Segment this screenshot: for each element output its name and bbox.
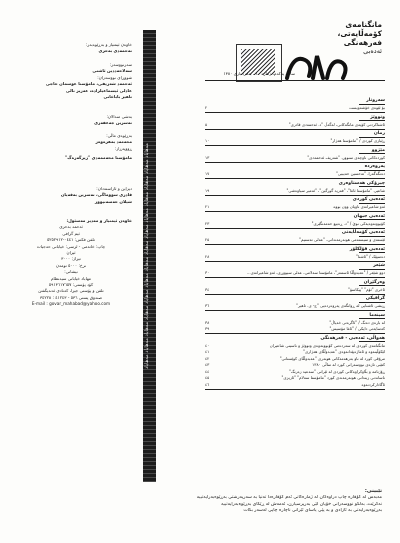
toc-divider	[205, 112, 385, 113]
publisher-block	[10, 218, 132, 308]
toc-entry[interactable]	[205, 303, 385, 310]
note-line: نەکرێت، بەڵکو نووسەرانی خۆیان لێی بەرپرسیارن، ئەمەش لە ڕێگای بەڕێوەبەرایەتییە	[221, 501, 382, 507]
toc-page-number: ٢	[205, 105, 208, 110]
toc-entry-title: کتێبی تازەی نووسەرانی کورد لە ساڵی ١٣٨٠	[312, 362, 385, 367]
toc-entry-title: دەسپێک / "ئاشنا"	[356, 253, 385, 259]
toc-entry[interactable]	[205, 171, 385, 178]
owner-label: خاوەن ئیمتیاز و بەڕێوەبەر:	[85, 42, 132, 47]
postal-label: نیشانی:	[64, 269, 78, 275]
masthead-line: مانگنامەی	[345, 20, 382, 29]
toc-entry[interactable]	[205, 138, 385, 145]
council-line: ئەحمەد شەریفی، مامۆستا عوسمان حاجی	[45, 81, 132, 87]
toc-entry[interactable]	[205, 188, 385, 195]
city-line: ئیران	[66, 250, 76, 256]
publisher-name: ئەحمد بەحری	[59, 224, 83, 230]
toc-page-number: ٤٤	[205, 368, 210, 374]
toc-section-title: وەرگێڕان	[205, 280, 385, 287]
toc-entry-title: دەنگەگەرا، "تەحسین حەبیبی"	[336, 171, 385, 176]
toc-page-number: ٣٠	[205, 270, 210, 275]
toc-entry[interactable]	[205, 221, 385, 228]
email-line: E-mail : govar_mahabad@yahoo.com	[31, 301, 111, 307]
phone-line: تلفن فکس: ٠٤٤١-٥٢٥٢٩١٢	[47, 237, 95, 243]
toc-page-number: ٢١	[205, 204, 210, 209]
toc-entry-title: ڕێبازی کوردی / "مامۆستا هەژار"	[330, 138, 385, 143]
toc-entry[interactable]	[205, 105, 385, 112]
toc-entry-title: ئاگادارکردنەوە	[361, 381, 385, 387]
toc-section-title: هەواڵی، ئەدەبی - فەرهەنگی	[205, 336, 385, 343]
toc-entry[interactable]	[205, 204, 385, 211]
toc-entry-title: ئاخری "ئۆم" "پیکاسۆ"	[348, 286, 385, 292]
note-line: مەبەس لە گۆڤارە چاپ دراوەکان لە ژمارەکانی ئەم گۆڤارەدا تەنیا بە سەرپەرشتی بەڕێوەبەرایەتییە	[196, 495, 382, 500]
design-block	[10, 186, 132, 205]
toc-entry[interactable]	[205, 122, 385, 129]
toc-section-title: چیرۆکی هەستاوەری	[205, 181, 385, 188]
pobox-line: صندوق پستی ٥٣٦ - ٤١٢٤٣ : ٣٤٢٢٨	[39, 294, 103, 300]
price-line: نرخ: ٥٠٠٠ تومەن	[55, 262, 87, 268]
council-line: عادلی ئیسماعیلزادە، عەزیز نالی	[65, 87, 132, 93]
toc-divider	[205, 277, 385, 278]
stamp-logo	[236, 44, 282, 82]
toc-section-title: مێژوو	[205, 148, 385, 155]
owner-name: تەحمەدی بەحری	[98, 48, 132, 54]
toc-page-number: ٢٣	[205, 220, 210, 226]
toc-divider	[205, 294, 385, 295]
band-text: مەهاباد مەهاباد مەهاباد مەهاباد مەهاباد مەهاباد مەهاباد مەهاباد مەهاباد مەهاباد مەهاباد مەهاباد مەهاباد مەهاباد	[144, 143, 150, 369]
toc-page-number: ٢٨	[205, 253, 210, 259]
editor-label: سەرنووسەر:	[109, 62, 132, 67]
toc-entry-title: ڕۆژنامە و بڵاوکراوەکانی کوردی لە ئێرانی "سەعید زەرنگ"	[289, 368, 385, 374]
masthead-line: ئەدەبی	[363, 47, 382, 55]
toc-page-number: ٤٠	[205, 342, 210, 348]
vocab-name: محەمەد بەهرەوەر	[95, 139, 132, 145]
toc-entry-title: شاعیر، "مامۆستا ئاغا"، "فەرید گورگین"، "ئەمیر سیاوەشی"	[286, 187, 385, 193]
toc-section-title: ئەدەبی جیهان	[205, 214, 385, 221]
toc-divider	[205, 389, 385, 390]
toc-entry[interactable]	[205, 237, 385, 244]
design-name: شیلان حەسەنپوور	[94, 198, 132, 204]
circulation-line: تیراژ: ٣٠٠٠	[61, 256, 81, 262]
toc-entry-title: لێکۆڵینەوە و ئاماژەپێدانەوەی "عەبدوڵڵای هەژاری"	[303, 349, 385, 354]
masthead-line: فەرهەنگی	[343, 38, 382, 47]
toc-section-title: سینەما	[205, 313, 385, 320]
toc-entry-title: ئەو شاعیرانەی ناویان وون بووە	[333, 204, 385, 209]
vocab-label: بەڕێوەی ماڵی:	[106, 132, 132, 138]
toc-entry-title: دوو شێعر / "عەبدوڵڵا ئاسمەر"، مامۆستا سەلامی، عەلی سیووڕی، ئەو شاعیرانەی...	[246, 270, 385, 275]
toc-entry[interactable]	[205, 382, 385, 389]
toc-entry[interactable]	[205, 326, 385, 333]
council-label: شووڕای نووسەران:	[97, 74, 132, 80]
toc-entry[interactable]	[205, 287, 385, 294]
toc-entry[interactable]	[205, 155, 385, 162]
toc-entry-title: کوردەکانی ناوچەی سنوور، "شەریف ئەحمەدی"	[307, 154, 385, 160]
editorial-note	[12, 488, 382, 515]
toc-page-number: ٤٢	[205, 355, 210, 361]
toc-page-number: ١٩	[205, 187, 210, 193]
editor-block	[10, 62, 132, 100]
toc-page-number: ٣٨	[205, 319, 210, 325]
toc-section-title: ئەدەبی کوردی	[205, 197, 385, 204]
kids-block	[10, 114, 132, 161]
toc-entry-title: کۆبوونەوەیەکی نوێ / "د. ڕەبیع حەمەنگێری"	[311, 220, 385, 226]
toc-section-title: سەروتار	[205, 98, 385, 105]
toc-entry-title: بۆ ئێوەی خۆشەویست	[349, 105, 385, 110]
toc-divider	[205, 195, 385, 196]
publisher-label: خاوەن ئیمتیاز و مەدیر مەسئول:	[66, 218, 132, 223]
toc-page-number: ٤٣	[205, 362, 210, 367]
toc-page-number: ٤٦	[205, 381, 210, 387]
toc-page-number: ١٧	[205, 171, 210, 176]
owner-block	[10, 42, 132, 55]
design-name: قادری سووماگی، تەسرین بەقەیان	[60, 192, 132, 198]
toc-entry-title: ئاشناکردنی کۆیەی مانگەکانی، لەگەڵ "د. ئەحمەدی قادری"	[288, 121, 385, 127]
toc-section-title: وتووێژ	[205, 115, 385, 122]
toc-section-title: گرافیکی	[205, 296, 385, 303]
colophon-column	[12, 40, 132, 480]
issue-info: ساڵی یەکەم، ژمارە ١٠ ، بەفرانباری ١٣٨٠	[223, 71, 295, 76]
toc-section-title: ئەدەبی فۆلکلۆر	[205, 247, 385, 254]
toc-divider	[205, 261, 385, 262]
toc-section-title: پەروەردە	[205, 164, 385, 171]
writers-name: تەسرین جەعفەری	[94, 120, 132, 126]
council-line: تاهیر باباخانی	[103, 94, 132, 100]
address-line: مهاباد خیابانی سیدنظام	[50, 275, 92, 281]
toc-section-title: زمان	[205, 131, 385, 138]
toc-divider	[205, 310, 385, 311]
box-line: تلفن و پۆستی جیرا، کەنادی ئەندیگفتن	[38, 288, 104, 294]
toc-page-number: ٣٩	[205, 326, 210, 331]
toc-page-number: ١٠	[205, 138, 210, 143]
postcode-line: کۆد پۆستی: ٥٩١٣٦١٧٦٥٧	[48, 282, 94, 288]
design-label: دیزاین و ئاراستەدان:	[96, 186, 132, 191]
toc-entry-title: لە بارەی دەنگ / "ئاگرەتی خەیاڵ"	[329, 319, 385, 325]
toc-entry[interactable]	[205, 254, 385, 261]
toc-divider	[205, 145, 385, 146]
note-line: بەڕێوەبەرایەتی بە ئازادی و بە پێی یاسای ئێرانی ناچارە چاپی لەسەر بکات	[243, 508, 382, 514]
note-heading: تێبینی:	[364, 488, 382, 494]
vertical-decorative-band	[143, 30, 156, 482]
toc-page-number: ١٣	[205, 154, 210, 160]
editor-name: سەلاحەددین ئاشتی	[92, 68, 132, 74]
masthead-line: کۆمەڵایەتی،	[337, 29, 382, 38]
toc-page-number: ٤١	[205, 349, 210, 354]
toc-entry-title: مانگنامەی کوردی لە سەردەمی کۆبوونەوەی وتووێژ و ناسینی شاعیران	[269, 342, 385, 348]
writers-label: بەشی مندالان:	[106, 114, 132, 119]
toc-divider	[205, 228, 385, 229]
toc-page-number: ٣٤	[205, 286, 210, 292]
layout-label: ڕووپەڕاز:	[114, 145, 132, 151]
toc-entry-title: ئێستەی و سیستەمی هونەرمەندانی، "عەلی تەسنیم"	[299, 237, 385, 242]
toc-divider	[205, 162, 385, 163]
toc-divider	[205, 129, 385, 130]
layout-name: مامۆستا محەممەدی "ژیرگەرەگ"	[65, 155, 132, 161]
toc-divider	[205, 333, 385, 334]
toc-page-number: ٥	[205, 121, 208, 127]
toc-entry-title: ڕیشی ئاشنایی لە ڕوانگەی پەروەردەیی "ج- ی. تاهیر"	[296, 303, 385, 308]
toc-divider	[205, 244, 385, 245]
address-line: ئیم گرافی	[62, 230, 80, 236]
printer-line: چاپ: خاتەمی - ٹرسی: خیابانی حەجیات	[36, 243, 106, 249]
toc-section-title: ئەدەبی کۆمەڵایەتی	[205, 230, 385, 237]
toc-section-title: شێعر	[205, 263, 385, 270]
toc-entry-title: ناساندنی زیندانی هونەرمەندی کورد "مامۆستا سەلام" "ئازیزی"	[281, 375, 385, 380]
toc-entry-title: کەسایەتی دایکی / "ئاغا مۆسیس"	[329, 326, 385, 331]
toc-divider	[205, 211, 385, 212]
toc-entry[interactable]	[205, 270, 385, 277]
toc-divider	[205, 178, 385, 179]
masthead-divider	[205, 80, 385, 81]
toc-page-number: ٢٥	[205, 237, 210, 242]
toc-entry-title: مرۆڤی کورد لە ناو بەرهەمەکانی هونەری "عەبدوڵڵای کوێستانی"	[279, 355, 385, 361]
toc-page-number: ٣٦	[205, 303, 210, 308]
toc-page-number: ٤٥	[205, 375, 210, 380]
masthead-text	[290, 20, 382, 55]
